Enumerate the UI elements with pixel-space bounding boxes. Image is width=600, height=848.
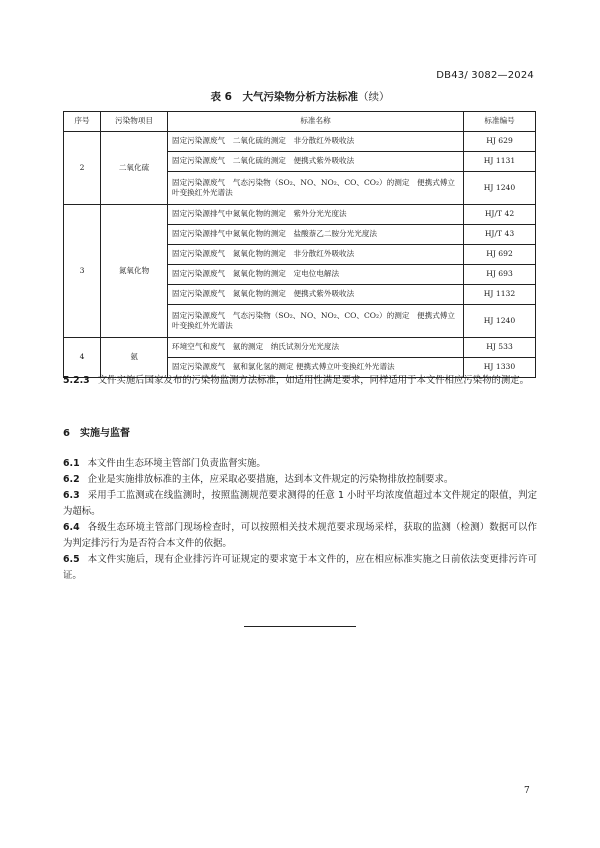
clause-number: 5.2.3 — [63, 375, 90, 386]
pollutant-name: 二氧化硫 — [101, 132, 168, 205]
standard-code: HJ 629 — [464, 132, 536, 152]
pollutant-name: 氨 — [101, 338, 168, 378]
clause-text: 企业是实施排放标准的主体，应采取必要措施，达到本文件规定的污染物排放控制要求。 — [87, 474, 454, 485]
column-header-standard-name: 标准名称 — [168, 112, 464, 132]
standard-code: HJ/T 43 — [464, 225, 536, 245]
standard-name: 固定污染源废气 气态污染物（SO₂、NO、NO₂、CO、CO₂）的测定 便携式傅立叶变换红外光谱法 — [168, 172, 464, 205]
clause-number: 6.2 — [63, 474, 80, 485]
row-number: 3 — [64, 205, 101, 338]
standard-code: HJ/T 42 — [464, 205, 536, 225]
clause-number: 6.5 — [63, 554, 80, 565]
standard-name: 固定污染源废气 氮氧化物的测定 非分散红外吸收法 — [168, 245, 464, 265]
clause-text: 采用手工监测或在线监测时，按照监测规范要求测得的任意 1 小时平均浓度值超过本文件规定的限值，判定为超标。 — [63, 490, 537, 517]
clause-text: 各级生态环境主管部门现场检查时，可以按照相关技术规范要求现场采样，获取的监测（检测）数据可以作为判定排污行为是否符合本文件的依据。 — [63, 522, 537, 549]
standard-name: 固定污染源废气 氮氧化物的测定 定电位电解法 — [168, 265, 464, 285]
table-title-text: 表 6 大气污染物分析方法标准 — [210, 91, 358, 103]
standard-code: HJ 693 — [464, 265, 536, 285]
standard-name: 环境空气和废气 氨的测定 纳氏试剂分光光度法 — [168, 338, 464, 358]
standard-name: 固定污染源废气 气态污染物（SO₂、NO、NO₂、CO、CO₂）的测定 便携式傅立叶变换红外光谱法 — [168, 305, 464, 338]
end-of-document-line — [244, 626, 356, 627]
section-heading — [63, 424, 140, 439]
table-title — [0, 89, 600, 104]
clause-6-3 — [63, 488, 537, 520]
table-row — [64, 132, 536, 152]
standard-name: 固定污染源废气 二氧化硫的测定 非分散红外吸收法 — [168, 132, 464, 152]
section-title: 实施与监督 — [79, 428, 130, 439]
standard-code: HJ 1240 — [464, 305, 536, 338]
table-header-row — [64, 112, 536, 132]
standard-name: 固定污染源废气 氮氧化物的测定 便携式紫外吸收法 — [168, 285, 464, 305]
clause-number: 6.3 — [63, 490, 80, 501]
document-number: DB43/ 3082—2024 — [436, 70, 534, 81]
table-row — [64, 338, 536, 358]
clause-6-4 — [63, 520, 537, 552]
clause-text: 本文件由生态环境主管部门负责监督实施。 — [87, 458, 266, 469]
table-title-suffix: （续） — [357, 91, 390, 103]
standard-code: HJ 1330 — [464, 358, 536, 378]
clause-6-1 — [63, 456, 537, 472]
clause-6-5 — [63, 552, 537, 584]
standard-code: HJ 533 — [464, 338, 536, 358]
pollutant-name: 氮氧化物 — [101, 205, 168, 338]
standard-name: 固定污染源排气中氮氧化物的测定 盐酸萘乙二胺分光光度法 — [168, 225, 464, 245]
page-number: 7 — [524, 786, 530, 796]
standard-code: HJ 1240 — [464, 172, 536, 205]
analysis-method-table — [63, 111, 536, 378]
standard-code: HJ 692 — [464, 245, 536, 265]
column-header-no: 序号 — [64, 112, 101, 132]
clause-text: 文件实施后国家发布的污染物监测方法标准，如适用性满足要求，同样适用于本文件相应污染物的测定。 — [97, 375, 529, 386]
column-header-standard-code: 标准编号 — [464, 112, 536, 132]
standard-code: HJ 1131 — [464, 152, 536, 172]
table-row — [64, 205, 536, 225]
clause-number: 6.4 — [63, 522, 80, 533]
row-number: 2 — [64, 132, 101, 205]
standard-name: 固定污染源排气中氮氧化物的测定 紫外分光光度法 — [168, 205, 464, 225]
clause-number: 6.1 — [63, 458, 80, 469]
clause-5-2-3 — [63, 373, 537, 389]
clause-text: 本文件实施后，现有企业排污许可证规定的要求宽于本文件的，应在相应标准实施之日前依法变更排污许可证。 — [63, 554, 537, 581]
standard-code: HJ 1132 — [464, 285, 536, 305]
clause-6-2 — [63, 472, 537, 488]
row-number: 4 — [64, 338, 101, 378]
column-header-pollutant: 污染物项目 — [101, 112, 168, 132]
standard-name: 固定污染源废气 二氧化硫的测定 便携式紫外吸收法 — [168, 152, 464, 172]
standard-name: 固定污染源废气 氨和氯化氢的测定 便携式傅立叶变换红外光谱法 — [168, 358, 464, 378]
section-number: 6 — [63, 428, 70, 439]
